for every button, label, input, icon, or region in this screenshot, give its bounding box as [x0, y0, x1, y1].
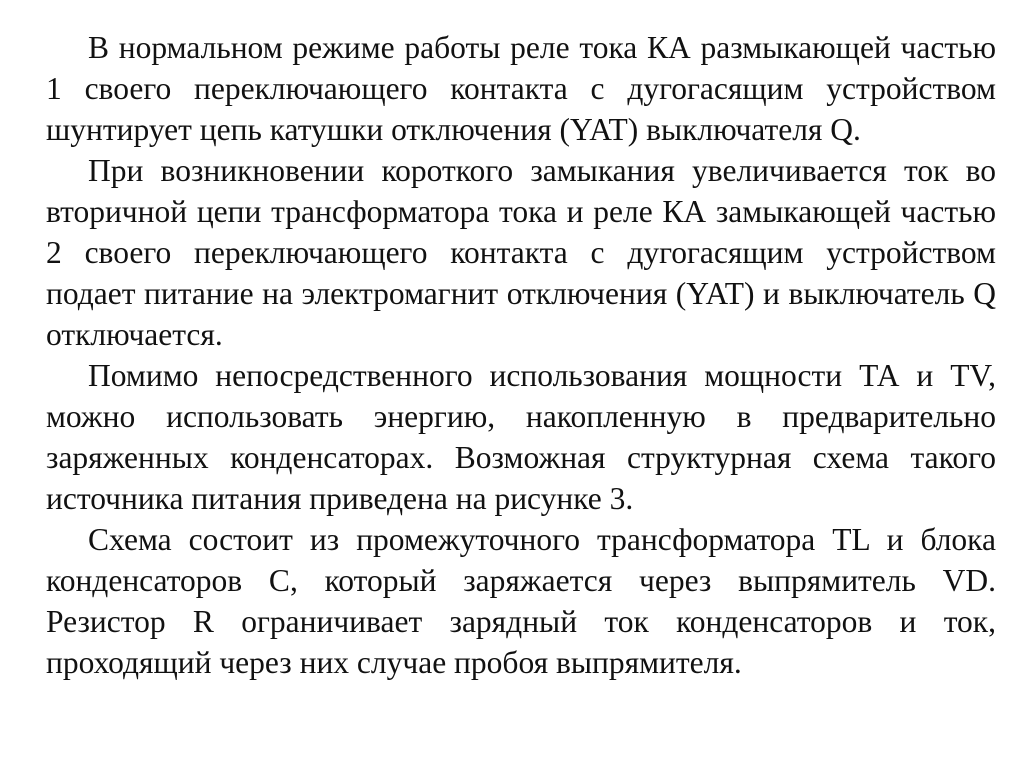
- paragraph-short-circuit: При возникновении короткого замыкания увеличивается ток во вторичной цепи трансформатора тока и реле КА замыкающей частью 2 своего переключающего контакта с дугогасящим устройством подает питание на электромагнит отключения (YAT) и выключатель Q отключается.: [46, 153, 996, 352]
- paragraph-normal-mode: В нормальном режиме работы реле тока КА размыкающей частью 1 своего переключающего контакта с дугогасящим устройством шунтирует цепь катушки отключения (YAT) выключателя Q.: [46, 30, 996, 147]
- paragraph-capacitor-energy: Помимо непосредственного использования мощности ТА и ТV, можно использовать энергию, накопленную в предварительно заряженных конденсаторах. Возможная структурная схема такого источника питания приведена на рисунке 3.: [46, 358, 996, 516]
- paragraph-circuit-description: Схема состоит из промежуточного трансформатора TL и блока конденсаторов С, который заряжается через выпрямитель VD. Резистор R ограничивает зарядный ток конденсаторов и ток, проходящий через них случае пробоя выпрямителя.: [46, 522, 996, 680]
